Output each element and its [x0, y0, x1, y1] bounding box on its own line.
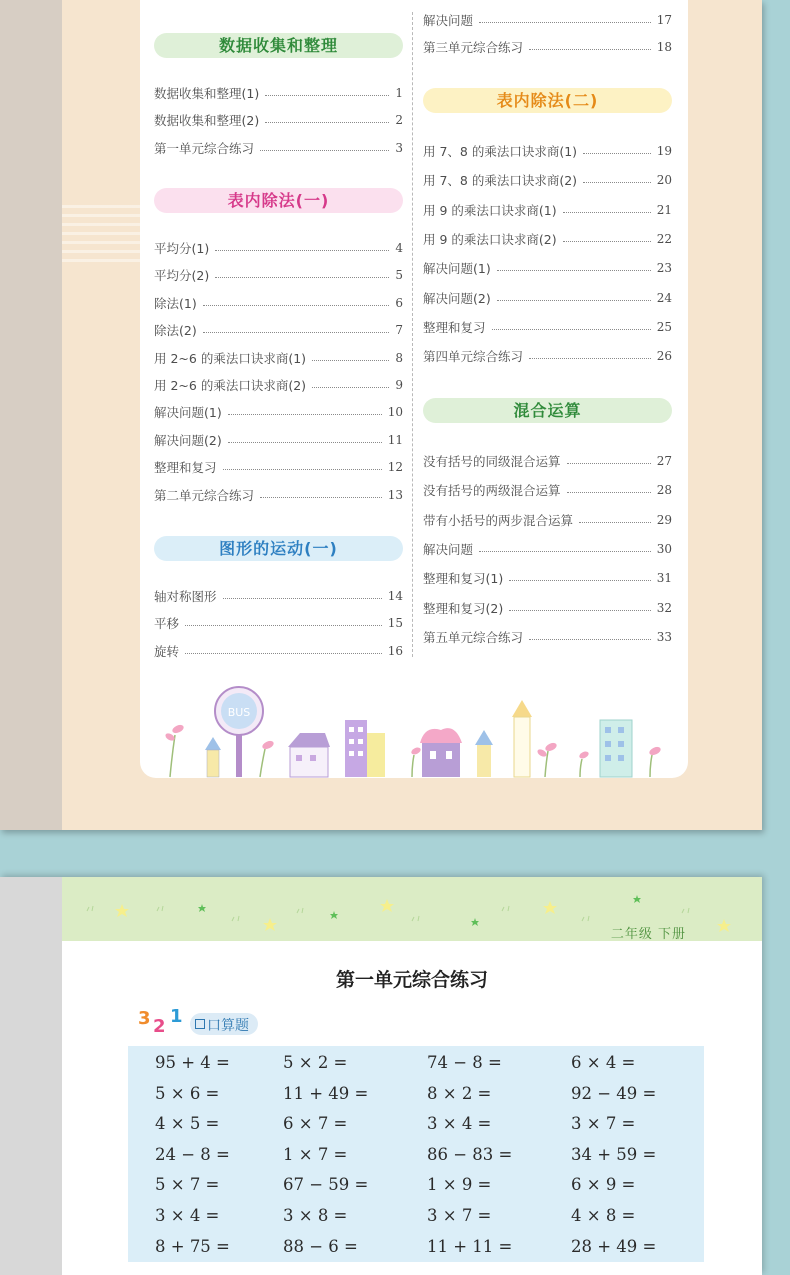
- toc-entry-title: 数据收集和整理(1): [154, 86, 260, 101]
- toc-page-number: 22: [656, 231, 672, 246]
- toc-page-number: 20: [656, 173, 672, 188]
- toc-entry-title: 数据收集和整理(2): [154, 113, 260, 129]
- arithmetic-problem[interactable]: 5 × 6 =: [155, 1083, 220, 1103]
- toc-entry-title: 解决问题(1): [423, 261, 491, 277]
- practice-book-page: [0, 877, 762, 1275]
- arithmetic-problem[interactable]: 11 + 49 =: [283, 1083, 369, 1103]
- arithmetic-problem[interactable]: 1 × 9 =: [427, 1175, 492, 1195]
- toc-entry[interactable]: [423, 38, 672, 56]
- checkbox-square-icon: [195, 1019, 205, 1029]
- toc-entry[interactable]: [423, 511, 672, 529]
- arithmetic-problem[interactable]: 74 − 8 =: [427, 1053, 502, 1072]
- dot-leader: [563, 240, 651, 242]
- arithmetic-problem[interactable]: 88 − 6 =: [283, 1236, 358, 1256]
- toc-entry[interactable]: [154, 266, 403, 284]
- toc-entry[interactable]: [423, 142, 672, 160]
- toc-page-number: 19: [656, 144, 672, 158]
- toc-entry-title: 旋转: [154, 643, 180, 659]
- toc-page-number: 18: [656, 40, 672, 55]
- toc-entry-title: 第五单元综合练习: [423, 629, 524, 645]
- toc-page-number: 17: [656, 13, 672, 27]
- toc-page-number: 1: [395, 86, 403, 100]
- toc-entry-title: 平移: [154, 616, 180, 632]
- arithmetic-problem[interactable]: 6 × 7 =: [283, 1114, 348, 1134]
- arithmetic-problem[interactable]: 67 − 59 =: [283, 1175, 369, 1195]
- dot-leader: [312, 386, 389, 388]
- dot-leader: [509, 579, 651, 581]
- section-header: 混合运算: [423, 398, 672, 423]
- toc-entry[interactable]: [154, 84, 403, 102]
- toc-entry[interactable]: [423, 11, 672, 29]
- dot-leader: [567, 462, 651, 464]
- section-header: 表内除法(一): [154, 188, 403, 213]
- town-illustration: [150, 685, 670, 780]
- toc-page-number: 14: [387, 589, 403, 603]
- arithmetic-problem[interactable]: 6 × 4 =: [571, 1053, 636, 1072]
- toc-page-number: 30: [656, 541, 672, 556]
- arithmetic-problem[interactable]: 34 + 59 =: [571, 1144, 657, 1164]
- arithmetic-problem[interactable]: 4 × 8 =: [571, 1206, 636, 1225]
- toc-page-number: 16: [387, 643, 403, 658]
- dot-leader: [479, 21, 651, 23]
- dot-leader: [497, 299, 651, 301]
- book-spine: [0, 877, 62, 1275]
- exercise-row: [128, 1079, 704, 1109]
- section-label: 口算题: [207, 1018, 249, 1034]
- toc-page-number: 9: [395, 378, 403, 392]
- dot-leader: [583, 181, 651, 183]
- toc-entry[interactable]: [154, 642, 403, 660]
- toc-entry-title: 平均分(1): [154, 241, 210, 256]
- toc-entry[interactable]: [423, 201, 672, 219]
- toc-entry-title: 整理和复习: [154, 460, 217, 476]
- dot-leader: [185, 652, 382, 654]
- book-spine: [0, 0, 62, 830]
- toc-entry-title: 解决问题(2): [423, 290, 491, 306]
- dot-leader: [228, 413, 382, 415]
- toc-entry[interactable]: [423, 452, 672, 470]
- exercise-row: [128, 1048, 704, 1078]
- arithmetic-problem[interactable]: 3 × 7 =: [427, 1206, 492, 1225]
- toc-entry[interactable]: [423, 599, 672, 617]
- toc-entry[interactable]: [154, 111, 403, 129]
- toc-entry[interactable]: [154, 403, 403, 421]
- toc-entry-title: 用 7、8 的乘法口诀求商(2): [423, 173, 578, 189]
- toc-page-number: 31: [656, 571, 672, 586]
- toc-entry-title: 用 2~6 的乘法口诀求商(1): [154, 350, 307, 366]
- toc-entry-title: 没有括号的同级混合运算: [423, 454, 561, 469]
- dot-leader: [479, 550, 651, 552]
- toc-page-number: 5: [395, 268, 403, 283]
- toc-entry-title: 用 9 的乘法口诀求商(1): [423, 202, 557, 218]
- toc-entry-title: 整理和复习(1): [423, 571, 504, 587]
- toc-page-number: 26: [656, 349, 672, 364]
- dot-leader: [529, 638, 651, 640]
- dot-leader: [228, 441, 382, 443]
- dot-leader: [529, 48, 651, 50]
- toc-entry[interactable]: [423, 171, 672, 189]
- toc-entry-title: 第二单元综合练习: [154, 487, 255, 503]
- section-header: 表内除法(二): [423, 88, 672, 113]
- toc-page-number: 10: [387, 405, 403, 420]
- dot-leader: [492, 328, 651, 330]
- dot-leader: [223, 468, 382, 470]
- toc-entry-title: 第三单元综合练习: [423, 40, 524, 56]
- toc-entry-title: 整理和复习(2): [423, 600, 504, 616]
- toc-entry[interactable]: [154, 239, 403, 257]
- toc-page-number: 23: [656, 261, 672, 276]
- toc-entry-title: 除法(1): [154, 295, 197, 311]
- toc-entry-title: 解决问题: [423, 13, 474, 28]
- dot-leader: [497, 269, 651, 271]
- exercise-grid: [128, 1046, 704, 1262]
- toc-page-number: 28: [656, 483, 672, 498]
- toc-entry[interactable]: [154, 458, 403, 476]
- toc-entry[interactable]: [423, 230, 672, 248]
- toc-entry-title: 除法(2): [154, 323, 197, 339]
- toc-entry[interactable]: [154, 349, 403, 367]
- dot-leader: [265, 121, 389, 123]
- toc-entry[interactable]: [423, 259, 672, 277]
- toc-entry-title: 轴对称图形: [154, 589, 217, 604]
- dot-leader: [203, 304, 390, 306]
- arithmetic-problem[interactable]: 6 × 9 =: [571, 1175, 636, 1195]
- toc-page-number: 33: [656, 629, 672, 644]
- arithmetic-problem[interactable]: 5 × 7 =: [155, 1175, 220, 1195]
- arithmetic-problem[interactable]: 28 + 49 =: [571, 1236, 657, 1256]
- toc-page-number: 24: [656, 290, 672, 305]
- toc-entry[interactable]: [423, 347, 672, 365]
- toc-page-number: 25: [656, 319, 672, 334]
- toc-page-number: 6: [395, 295, 403, 310]
- toc-page-number: 32: [656, 600, 672, 615]
- dot-leader: [265, 94, 389, 96]
- dot-leader: [563, 211, 651, 213]
- section-header: 数据收集和整理: [154, 33, 403, 58]
- toc-entry[interactable]: [423, 289, 672, 307]
- dot-leader: [260, 149, 389, 151]
- exercise-row: [128, 1109, 704, 1139]
- toc-entry[interactable]: [154, 431, 403, 449]
- toc-entry[interactable]: [423, 628, 672, 646]
- badge-number-2: 2: [153, 1016, 166, 1036]
- toc-page-number: 27: [656, 454, 672, 468]
- badge-number-1: 1: [170, 1006, 183, 1027]
- toc-entry[interactable]: [423, 569, 672, 587]
- dot-leader: [509, 609, 651, 611]
- toc-entry-title: 用 7、8 的乘法口诀求商(1): [423, 144, 578, 159]
- column-divider: [412, 12, 413, 657]
- decorative-stripes: [62, 205, 140, 265]
- toc-entry[interactable]: [154, 614, 403, 632]
- badge-number-3: 3: [138, 1008, 151, 1029]
- toc-entry[interactable]: [154, 321, 403, 339]
- dot-leader: [567, 491, 651, 493]
- section-header: 图形的运动(一): [154, 536, 403, 561]
- arithmetic-problem[interactable]: 95 + 4 =: [155, 1053, 230, 1072]
- toc-entry[interactable]: [154, 486, 403, 504]
- page-title: 第一单元综合练习: [335, 969, 488, 991]
- exercise-row: [128, 1140, 704, 1170]
- toc-page-number: 21: [656, 202, 672, 217]
- exercise-row: [128, 1201, 704, 1231]
- dot-leader: [203, 331, 390, 333]
- arithmetic-problem[interactable]: 1 × 7 =: [283, 1144, 348, 1164]
- arithmetic-problem[interactable]: 3 × 4 =: [427, 1114, 492, 1134]
- toc-entry[interactable]: [154, 294, 403, 312]
- grade-label: 二年级 下册: [610, 927, 686, 942]
- toc-entry[interactable]: [423, 540, 672, 558]
- toc-entry-title: 解决问题(1): [154, 405, 222, 421]
- bus-sign-text: BUS: [227, 706, 251, 719]
- arithmetic-problem[interactable]: 8 + 75 =: [155, 1236, 230, 1256]
- toc-page-number: 8: [395, 350, 403, 365]
- number-blocks-icon: [136, 1002, 196, 1036]
- arithmetic-problem[interactable]: 3 × 8 =: [283, 1206, 348, 1225]
- toc-entry-title: 解决问题: [423, 541, 474, 557]
- dot-leader: [185, 624, 382, 626]
- toc-entry-title: 用 9 的乘法口诀求商(2): [423, 231, 557, 247]
- toc-entry-title: 平均分(2): [154, 268, 210, 284]
- toc-entry-title: 用 2~6 的乘法口诀求商(2): [154, 378, 307, 393]
- toc-entry[interactable]: [423, 318, 672, 336]
- dot-leader: [312, 359, 389, 361]
- dot-leader: [260, 496, 382, 498]
- toc-page-number: 15: [387, 616, 403, 631]
- toc-page-number: 13: [387, 487, 403, 502]
- exercise-row: [128, 1170, 704, 1200]
- arithmetic-problem[interactable]: 24 − 8 =: [155, 1144, 230, 1164]
- toc-entry[interactable]: [154, 587, 403, 605]
- dot-leader: [579, 521, 651, 523]
- dot-leader: [215, 249, 389, 251]
- toc-page-number: 4: [395, 241, 403, 255]
- arithmetic-problem[interactable]: 92 − 49 =: [571, 1083, 657, 1103]
- arithmetic-problem[interactable]: 86 − 83 =: [427, 1144, 513, 1164]
- section-badge: [132, 1002, 258, 1036]
- arithmetic-problem[interactable]: 11 + 11 =: [427, 1236, 513, 1256]
- toc-entry-title: 第一单元综合练习: [154, 140, 255, 156]
- toc-page-number: 3: [395, 140, 403, 155]
- toc-entry[interactable]: [423, 481, 672, 499]
- toc-page-number: 29: [656, 512, 672, 527]
- dot-leader: [215, 276, 389, 278]
- toc-entry[interactable]: [154, 139, 403, 157]
- dot-leader: [583, 152, 651, 154]
- arithmetic-problem[interactable]: 8 × 2 =: [427, 1083, 492, 1103]
- toc-page-number: 7: [395, 323, 403, 338]
- arithmetic-problem[interactable]: 3 × 4 =: [155, 1206, 220, 1225]
- arithmetic-problem[interactable]: 4 × 5 =: [155, 1114, 220, 1134]
- toc-page-number: 2: [395, 113, 403, 128]
- toc-page-number: 11: [387, 432, 403, 447]
- arithmetic-problem[interactable]: 5 × 2 =: [283, 1053, 348, 1072]
- toc-entry[interactable]: [154, 376, 403, 394]
- exercise-row: [128, 1232, 704, 1262]
- toc-entry-title: 没有括号的两级混合运算: [423, 483, 561, 499]
- toc-entry-title: 第四单元综合练习: [423, 349, 524, 365]
- toc-entry-title: 整理和复习: [423, 319, 486, 335]
- dot-leader: [529, 357, 651, 359]
- toc-page-number: 12: [387, 460, 403, 475]
- toc-entry-title: 带有小括号的两步混合运算: [423, 512, 574, 528]
- dot-leader: [223, 597, 382, 599]
- arithmetic-problem[interactable]: 3 × 7 =: [571, 1114, 636, 1134]
- toc-entry-title: 解决问题(2): [154, 432, 222, 448]
